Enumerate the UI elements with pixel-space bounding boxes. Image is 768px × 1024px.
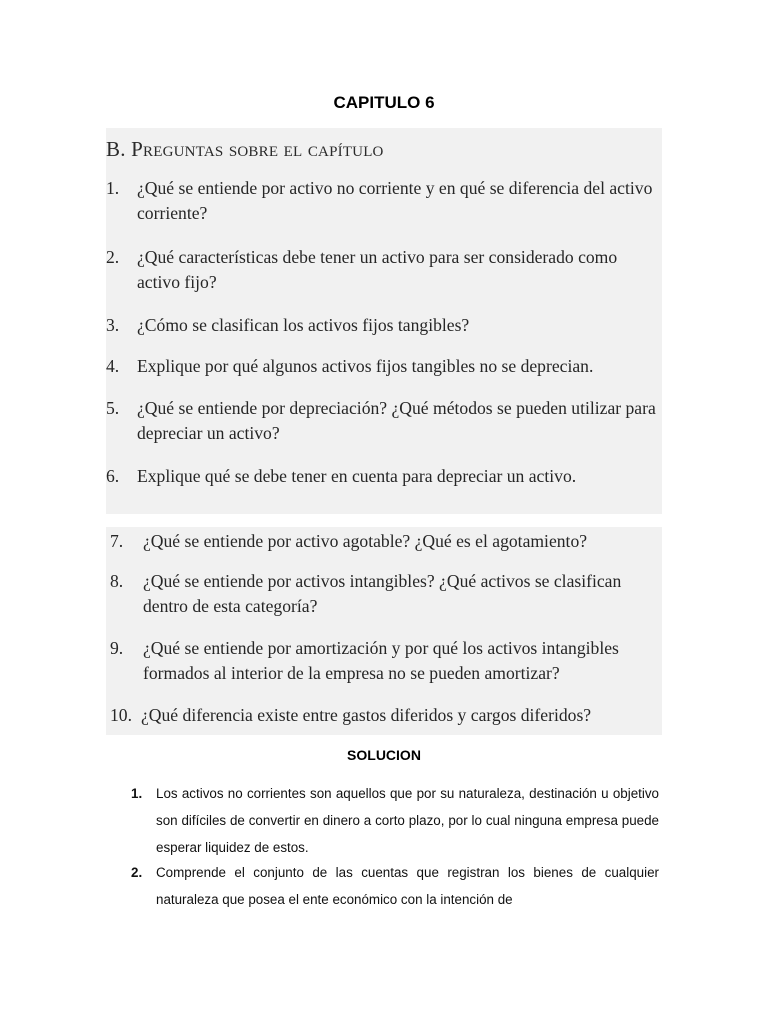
question-item	[110, 529, 658, 554]
question-item	[106, 245, 662, 295]
question-number: 3.	[106, 315, 120, 335]
question-text: ¿Cómo se clasifican los activos fijos tangibles?	[137, 315, 470, 335]
question-item	[106, 354, 662, 379]
question-text: ¿Qué se entiende por activos intangibles? ¿Qué activos se clasifican dentro de esta categoría?	[143, 571, 622, 616]
page-title: CAPITULO 6	[333, 93, 435, 112]
solution-title: SOLUCION	[347, 747, 421, 763]
answer-text: Comprende el conjunto de las cuentas que registran los bienes de cualquier naturaleza que posea el ente económico con la intención de	[156, 865, 659, 907]
section-letter: B.	[106, 137, 126, 161]
questions-panel-1	[106, 128, 662, 514]
question-item	[106, 464, 662, 489]
question-item	[110, 636, 658, 686]
questions-panel-2	[106, 527, 662, 735]
question-number: 10.	[110, 705, 132, 725]
answer-number: 2.	[131, 865, 143, 880]
question-text: ¿Qué se entiende por activo agotable? ¿Qué es el agotamiento?	[143, 531, 588, 551]
answer-item	[131, 780, 659, 861]
question-item	[106, 176, 662, 226]
section-heading	[106, 137, 384, 162]
question-number: 6.	[106, 466, 120, 486]
question-text: Explique qué se debe tener en cuenta para depreciar un activo.	[137, 466, 577, 486]
question-number: 8.	[110, 571, 124, 591]
question-number: 9.	[110, 638, 124, 658]
question-number: 2.	[106, 247, 120, 267]
question-item	[110, 703, 658, 728]
answer-number: 1.	[131, 786, 143, 801]
answer-text: Los activos no corrientes son aquellos que por su naturaleza, destinación u objetivo son difíciles de convertir en dinero a corto plazo, por lo cual ninguna empresa puede esperar liquidez de estos.	[156, 786, 659, 855]
question-text: ¿Qué se entiende por amortización y por qué los activos intangibles formados al interior de la empresa no se pueden amortizar?	[143, 638, 619, 683]
question-item	[106, 396, 662, 446]
question-item	[110, 569, 658, 619]
section-title: Preguntas sobre el capítulo	[131, 137, 384, 161]
question-text: ¿Qué se entiende por depreciación? ¿Qué métodos se pueden utilizar para depreciar un activo?	[137, 398, 656, 443]
question-text: ¿Qué características debe tener un activo para ser considerado como activo fijo?	[137, 247, 618, 292]
question-number: 1.	[106, 178, 120, 198]
question-text: ¿Qué diferencia existe entre gastos diferidos y cargos diferidos?	[141, 705, 592, 725]
question-number: 7.	[110, 531, 124, 551]
question-number: 5.	[106, 398, 120, 418]
question-text: Explique por qué algunos activos fijos tangibles no se deprecian.	[137, 356, 594, 376]
question-number: 4.	[106, 356, 120, 376]
question-item	[106, 313, 662, 338]
answer-item	[131, 859, 659, 913]
question-text: ¿Qué se entiende por activo no corriente y en qué se diferencia del activo corriente?	[137, 178, 653, 223]
